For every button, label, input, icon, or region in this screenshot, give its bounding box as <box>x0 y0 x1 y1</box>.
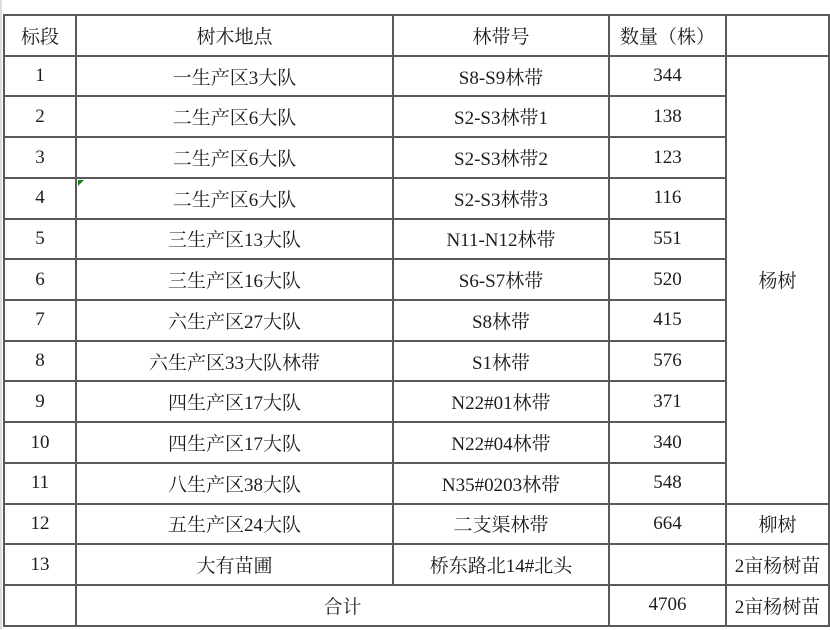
section-cell: 3 <box>4 137 76 178</box>
table-row <box>4 219 829 260</box>
location-cell: 四生产区17大队 <box>76 422 393 463</box>
table-row <box>4 504 829 545</box>
section-cell: 4 <box>4 178 76 219</box>
page-left-edge-line <box>0 0 2 630</box>
section-cell: 1 <box>4 56 76 97</box>
quantity-cell: 123 <box>609 137 726 178</box>
section-cell: 6 <box>4 259 76 300</box>
total-quantity-cell: 4706 <box>609 585 726 626</box>
table-row <box>4 56 829 97</box>
section-cell: 9 <box>4 381 76 422</box>
belt-cell: 二支渠林带 <box>393 504 609 545</box>
belt-cell: S8-S9林带 <box>393 56 609 97</box>
header-row <box>4 15 829 56</box>
location-cell <box>76 178 393 219</box>
section-cell: 11 <box>4 463 76 504</box>
table-row <box>4 544 829 585</box>
table-row <box>4 178 829 219</box>
belt-cell: S6-S7林带 <box>393 259 609 300</box>
quantity-cell: 551 <box>609 219 726 260</box>
total-row <box>4 585 829 626</box>
total-label-cell: 合计 <box>76 585 609 626</box>
location-cell: 五生产区24大队 <box>76 504 393 545</box>
cell-error-triangle-icon <box>78 180 84 186</box>
quantity-cell: 664 <box>609 504 726 545</box>
section-cell: 13 <box>4 544 76 585</box>
belt-cell: N22#01林带 <box>393 381 609 422</box>
belt-cell: S2-S3林带2 <box>393 137 609 178</box>
table-row <box>4 341 829 382</box>
header-belt: 林带号 <box>393 15 609 56</box>
quantity-cell: 415 <box>609 300 726 341</box>
table-row <box>4 259 829 300</box>
location-cell: 一生产区3大队 <box>76 56 393 97</box>
tree-planting-table <box>3 14 830 627</box>
header-location: 树木地点 <box>76 15 393 56</box>
quantity-cell: 116 <box>609 178 726 219</box>
section-cell: 8 <box>4 341 76 382</box>
location-cell: 二生产区6大队 <box>76 137 393 178</box>
quantity-cell: 340 <box>609 422 726 463</box>
location-cell: 八生产区38大队 <box>76 463 393 504</box>
belt-cell: N35#0203林带 <box>393 463 609 504</box>
quantity-cell: 371 <box>609 381 726 422</box>
tree-type-cell-seedling: 2亩杨树苗 <box>726 544 829 585</box>
quantity-cell-empty <box>609 544 726 585</box>
tree-type-cell-poplar: 杨树 <box>726 56 829 504</box>
table-row <box>4 137 829 178</box>
section-cell: 12 <box>4 504 76 545</box>
quantity-cell: 138 <box>609 96 726 137</box>
header-type-empty <box>726 15 829 56</box>
location-cell: 六生产区33大队林带 <box>76 341 393 382</box>
belt-cell: S2-S3林带1 <box>393 96 609 137</box>
location-cell: 大有苗圃 <box>76 544 393 585</box>
quantity-cell: 520 <box>609 259 726 300</box>
section-cell: 10 <box>4 422 76 463</box>
total-tree-type-cell: 2亩杨树苗 <box>726 585 829 626</box>
table-row <box>4 300 829 341</box>
location-cell: 三生产区13大队 <box>76 219 393 260</box>
belt-cell: S8林带 <box>393 300 609 341</box>
quantity-cell: 548 <box>609 463 726 504</box>
belt-cell: S2-S3林带3 <box>393 178 609 219</box>
location-cell: 三生产区16大队 <box>76 259 393 300</box>
belt-cell: N11-N12林带 <box>393 219 609 260</box>
location-cell: 二生产区6大队 <box>76 96 393 137</box>
quantity-cell: 344 <box>609 56 726 97</box>
location-text: 二生产区6大队 <box>172 189 297 211</box>
section-cell: 2 <box>4 96 76 137</box>
tree-type-cell-willow: 柳树 <box>726 504 829 545</box>
belt-cell: N22#04林带 <box>393 422 609 463</box>
table-row <box>4 422 829 463</box>
table-row <box>4 96 829 137</box>
belt-cell: S1林带 <box>393 341 609 382</box>
quantity-cell: 576 <box>609 341 726 382</box>
section-cell: 5 <box>4 219 76 260</box>
header-section: 标段 <box>4 15 76 56</box>
section-cell-empty <box>4 585 76 626</box>
table-row <box>4 381 829 422</box>
header-quantity: 数量（株） <box>609 15 726 56</box>
belt-cell: 桥东路北14#北头 <box>393 544 609 585</box>
location-cell: 四生产区17大队 <box>76 381 393 422</box>
section-cell: 7 <box>4 300 76 341</box>
table-row <box>4 463 829 504</box>
location-cell: 六生产区27大队 <box>76 300 393 341</box>
